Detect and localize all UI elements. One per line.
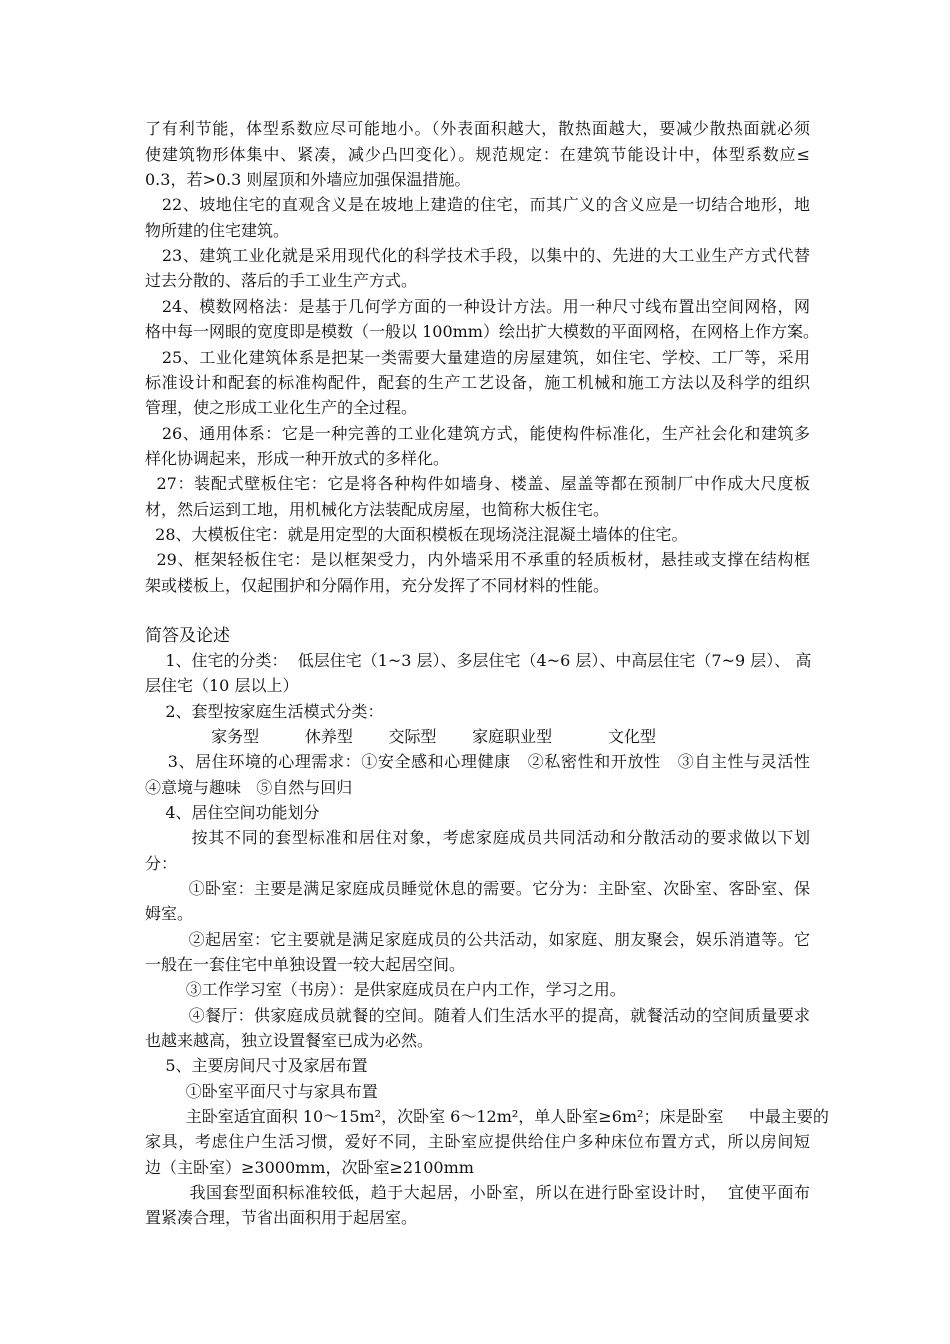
text-line: 2、套型按家庭生活模式分类： — [145, 702, 384, 721]
text-line: 23、建筑工业化就是采用现代化的科学技术手段，以集中的、先进的大工业生产方式代替 — [145, 246, 810, 265]
text-line: 3、居住环境的心理需求：①安全感和心理健康 ②私密性和开放性 ③自主性与灵活性 — [145, 752, 810, 771]
text-line: 过去分散的、落后的手工业生产方式。 — [145, 271, 418, 290]
text-line: 管理，使之形成工业化生产的全过程。 — [145, 398, 418, 417]
text-line: 物所建的住宅建筑。 — [145, 221, 290, 240]
text-line: 使建筑物形体集中、紧凑，减少凸凹变化）。规范规定：在建筑节能设计中，体型系数应≤ — [145, 145, 810, 164]
text-line: 28、大模板住宅：就是用定型的大面积模板在现场浇注混凝土墙体的住宅。 — [145, 525, 688, 544]
text-line: 4、居住空间功能划分 — [145, 803, 320, 822]
text-line: 标准设计和配套的标准构配件，配套的生产工艺设备，施工机械和施工方法以及科学的组织 — [145, 373, 810, 392]
text-line: 边（主卧室）≥3000mm，次卧室≥2100mm — [145, 1158, 474, 1177]
text-line: 29、框架轻板住宅：是以框架受力，内外墙采用不承重的轻质板材，悬挂或支撑在结构框 — [145, 550, 810, 569]
text-line: 家务型 休养型 交际型 家庭职业型 文化型 — [145, 727, 657, 746]
text-line: 一般在一套住宅中单独设置一较大起居空间。 — [145, 955, 466, 974]
text-line: 我国套型面积标准较低，趋于大起居，小卧室，所以在进行卧室设计时， 宜使平面布 — [145, 1183, 810, 1202]
text-line: ④餐厅：供家庭成员就餐的空间。随着人们生活水平的提高，就餐活动的空间质量要求 — [145, 1006, 810, 1025]
text-line: ③工作学习室（书房）：是供家庭成员在户内工作，学习之用。 — [145, 980, 626, 999]
text-line: 家具，考虑住户生活习惯，爱好不同，主卧室应提供给住户多种床位布置方式，所以房间短 — [145, 1132, 810, 1151]
text-line: 26、通用体系：它是一种完善的工业化建筑方式，能使构件标准化，生产社会化和建筑多 — [145, 424, 810, 443]
text-line: 架或楼板上，仅起围护和分隔作用，充分发挥了不同材料的性能。 — [145, 576, 610, 595]
text-line: ①卧室：主要是满足家庭成员睡觉休息的需要。它分为：主卧室、次卧室、客卧室、保 — [145, 879, 810, 898]
text-line: 层住宅（10 层以上） — [145, 676, 299, 695]
text-line: 也越来越高，独立设置餐室已成为必然。 — [145, 1031, 434, 1050]
text-line: 27：装配式壁板住宅：它是将各种构件如墙身、楼盖、屋盖等都在预制厂中作成大尺度板 — [145, 474, 810, 493]
section-heading: 简答及论述 — [145, 626, 230, 646]
text-line: 24、模数网格法：是基于几何学方面的一种设计方法。用一种尺寸线布置出空间网格，网 — [145, 297, 810, 316]
text-line: 材，然后运到工地，用机械化方法装配成房屋，也简称大板住宅。 — [145, 500, 610, 519]
text-line: 了有利节能，体型系数应尽可能地小。（外表面积越大，散热面越大，要减少散热面就必须 — [145, 119, 810, 138]
text-line: 分： — [145, 854, 178, 873]
text-line: 5、主要房间尺寸及家居布置 — [145, 1056, 368, 1075]
text-line: 按其不同的套型标准和居住对象，考虑家庭成员共同活动和分散活动的要求做以下划 — [145, 828, 810, 847]
text-line: 1、住宅的分类： 低层住宅（1~3 层）、多层住宅（4~6 层）、中高层住宅（7~9 层）、 高 — [145, 651, 812, 670]
text-line: ④意境与趣味 ⑤自然与回归 — [145, 778, 353, 797]
text-line: 0.3，若>0.3 则屋顶和外墙应加强保温措施。 — [145, 170, 471, 189]
text-line: 样化协调起来，形成一种开放式的多样化。 — [145, 449, 450, 468]
text-line: 置紧凑合理，节省出面积用于起居室。 — [145, 1208, 418, 1227]
text-line: 格中每一网眼的宽度即是模数（一般以 100mm）绘出扩大模数的平面网格，在网格上作方案。 — [145, 322, 819, 341]
text-line: 姆室。 — [145, 904, 194, 923]
text-line: 主卧室适宜面积 10～15m²，次卧室 6～12m²，单人卧室≥6m²；床是卧室 中最主要的 — [145, 1107, 829, 1126]
text-line: 22、坡地住宅的直观含义是在坡地上建造的住宅，而其广义的含义应是一切结合地形，地 — [145, 195, 810, 214]
text-line: ②起居室：它主要就是满足家庭成员的公共活动，如家庭、朋友聚会，娱乐消遣等。它 — [145, 930, 810, 949]
text-line: ①卧室平面尺寸与家具布置 — [145, 1082, 378, 1101]
text-line: 25、工业化建筑体系是把某一类需要大量建造的房屋建筑，如住宅、学校、工厂等，采用 — [145, 348, 810, 367]
